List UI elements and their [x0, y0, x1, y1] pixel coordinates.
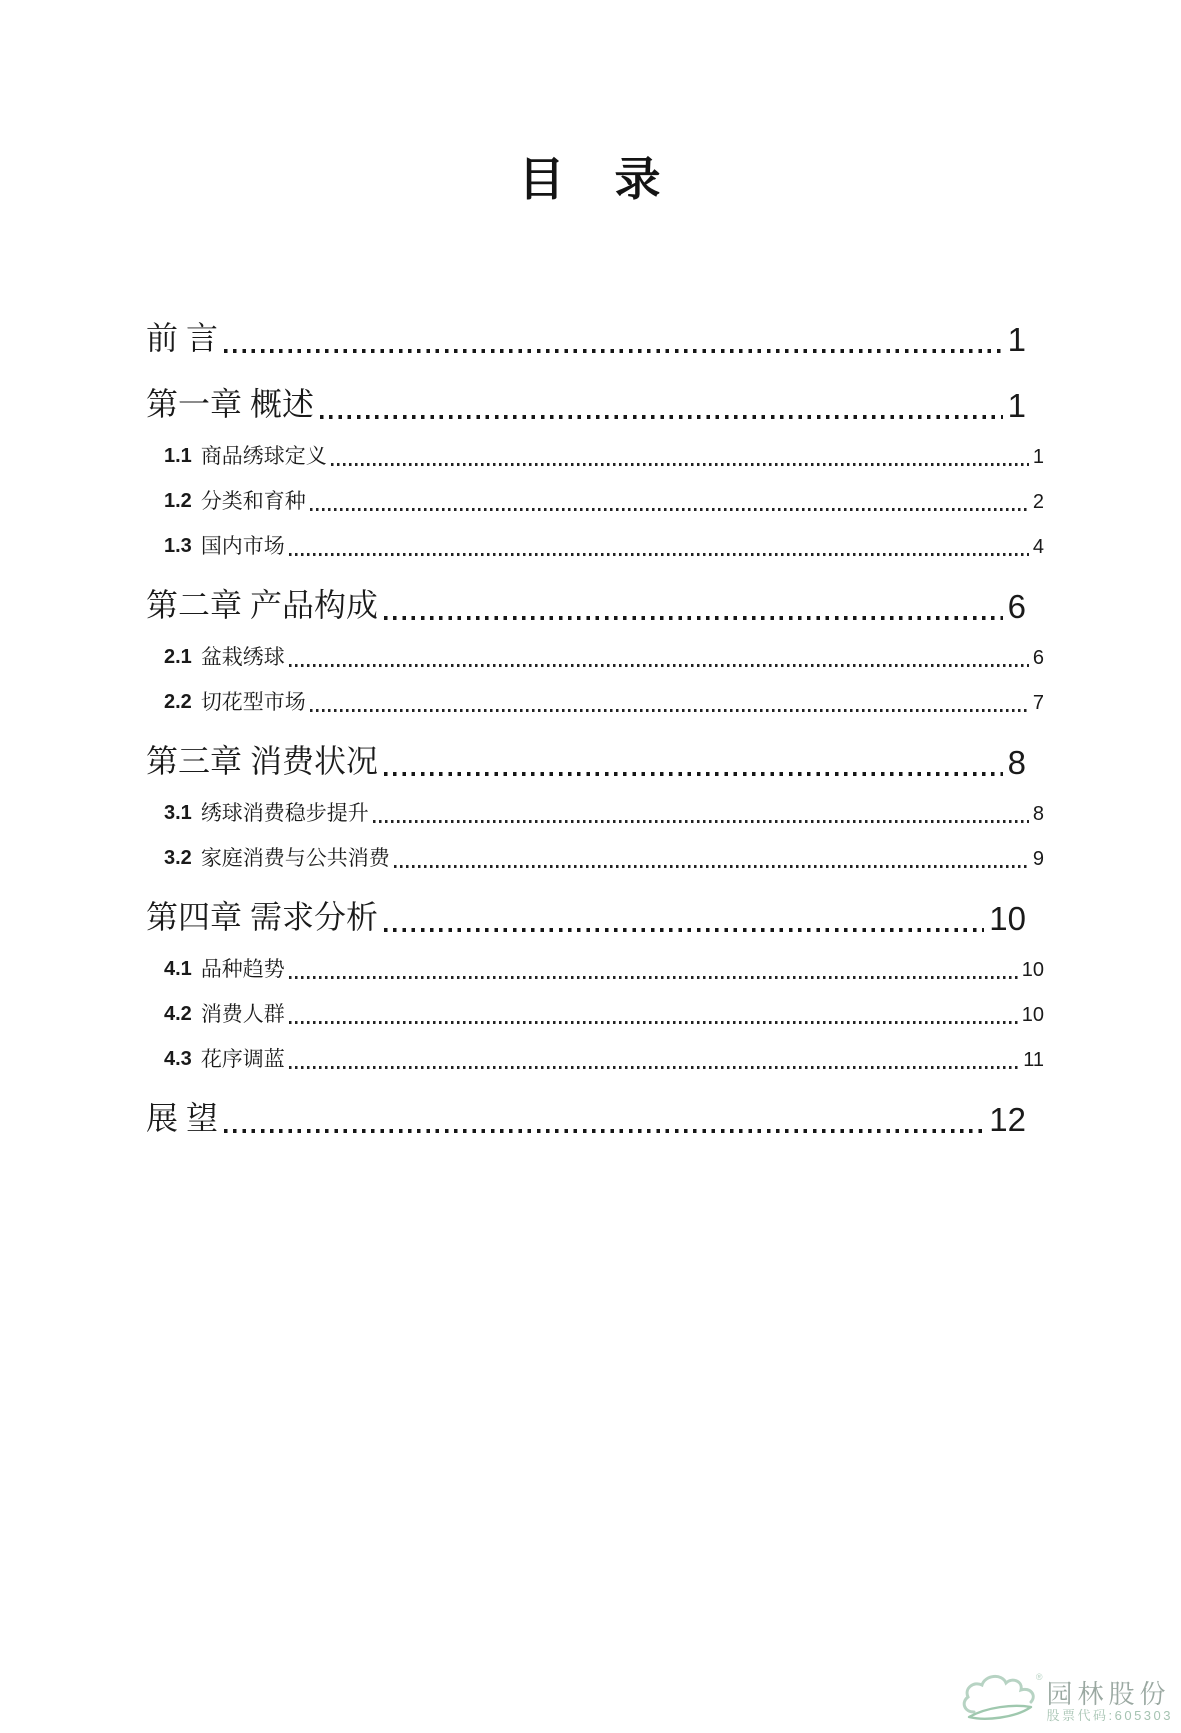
- dot-leader: [320, 415, 1003, 419]
- toc-entry-page: 6: [1032, 647, 1044, 669]
- dot-leader: [289, 1021, 1018, 1024]
- dot-leader: [331, 463, 1029, 466]
- toc-entry-page: 4: [1032, 536, 1044, 558]
- table-of-contents: [146, 316, 1044, 1140]
- toc-entry-label: 第二章 产品构成: [146, 587, 379, 623]
- dot-leader: [310, 709, 1029, 712]
- toc-entry-number: 3.2: [164, 847, 192, 869]
- toc-entry-number: 4.1: [164, 958, 192, 980]
- dot-leader: [289, 664, 1029, 667]
- toc-entry[interactable]: [146, 486, 1044, 516]
- toc-entry[interactable]: [146, 316, 1026, 360]
- toc-entry-page: 10: [989, 900, 1026, 937]
- dot-leader: [384, 616, 1003, 620]
- toc-entry[interactable]: [146, 954, 1044, 984]
- toc-entry-label: 家庭消费与公共消费: [200, 846, 390, 870]
- toc-entry-label: 第三章 消费状况: [146, 743, 379, 779]
- toc-entry-number: 1.3: [164, 535, 192, 557]
- toc-entry-label: 绣球消费稳步提升: [200, 801, 369, 825]
- toc-entry-page: 7: [1032, 692, 1044, 714]
- toc-entry-label: 国内市场: [200, 534, 285, 558]
- toc-entry[interactable]: [146, 531, 1044, 561]
- toc-entry-number: 1.2: [164, 490, 192, 512]
- toc-entry-page: 10: [1021, 959, 1044, 981]
- toc-entry-page: 2: [1032, 491, 1044, 513]
- toc-entry-label: 消费人群: [200, 1002, 285, 1026]
- page-title: 目 录: [518, 154, 663, 205]
- toc-entry-page: 8: [1007, 744, 1026, 781]
- toc-entry-number: 1.1: [164, 445, 192, 467]
- toc-entry-number: 3.1: [164, 802, 192, 824]
- toc-entry-number: 4.3: [164, 1048, 192, 1070]
- toc-entry-number: 2.2: [164, 691, 192, 713]
- toc-entry-page: 8: [1032, 803, 1044, 825]
- toc-entry-page: 9: [1032, 848, 1044, 870]
- toc-entry-page: 1: [1007, 387, 1026, 424]
- toc-entry[interactable]: [146, 739, 1026, 783]
- dot-leader: [289, 976, 1018, 979]
- toc-entry-number: 4.2: [164, 1003, 192, 1025]
- toc-entry-page: 11: [1023, 1049, 1044, 1071]
- dot-leader: [394, 865, 1029, 868]
- toc-entry-page: 12: [989, 1101, 1026, 1138]
- company-logo: [959, 1674, 1174, 1731]
- toc-entry-page: 1: [1007, 321, 1026, 358]
- dot-leader: [384, 928, 984, 932]
- toc-entry[interactable]: [146, 999, 1044, 1029]
- toc-entry[interactable]: [146, 583, 1026, 627]
- toc-entry-label: 盆栽绣球: [200, 645, 285, 669]
- dot-leader: [224, 1129, 984, 1133]
- toc-entry-label: 品种趋势: [200, 957, 285, 981]
- toc-entry[interactable]: [146, 1044, 1044, 1074]
- toc-entry[interactable]: [146, 798, 1044, 828]
- toc-entry-label: 分类和育种: [200, 489, 306, 513]
- toc-entry-page: 1: [1032, 446, 1044, 468]
- toc-entry-number: 2.1: [164, 646, 192, 668]
- cloud-tree-icon: [959, 1674, 1041, 1731]
- logo-text-block: [1047, 1681, 1174, 1724]
- logo-company-name: 园林股份: [1046, 1679, 1171, 1709]
- toc-entry[interactable]: [146, 441, 1044, 471]
- dot-leader: [373, 820, 1029, 823]
- toc-entry[interactable]: [146, 1096, 1026, 1140]
- dot-leader: [384, 772, 1003, 776]
- toc-entry[interactable]: [146, 843, 1044, 873]
- dot-leader: [224, 349, 1003, 353]
- toc-entry-label: 商品绣球定义: [200, 444, 327, 468]
- toc-entry[interactable]: [146, 642, 1044, 672]
- toc-entry-label: 第四章 需求分析: [146, 899, 379, 935]
- toc-entry[interactable]: [146, 895, 1026, 939]
- dot-leader: [289, 553, 1029, 556]
- toc-entry-page: 10: [1021, 1004, 1044, 1026]
- toc-entry-label: 花序调蓝: [200, 1047, 285, 1071]
- toc-entry[interactable]: [146, 382, 1026, 426]
- toc-entry-label: 第一章 概述: [146, 386, 315, 422]
- toc-entry-label: 展 望: [146, 1100, 219, 1136]
- dot-leader: [310, 508, 1029, 511]
- toc-entry-label: 切花型市场: [200, 690, 306, 714]
- toc-entry[interactable]: [146, 687, 1044, 717]
- dot-leader: [289, 1066, 1019, 1069]
- toc-entry-page: 6: [1007, 588, 1026, 625]
- registered-mark: ®: [1035, 1672, 1043, 1682]
- toc-entry-label: 前 言: [146, 320, 219, 356]
- logo-stock-code: 股票代码:605303: [1046, 1708, 1173, 1723]
